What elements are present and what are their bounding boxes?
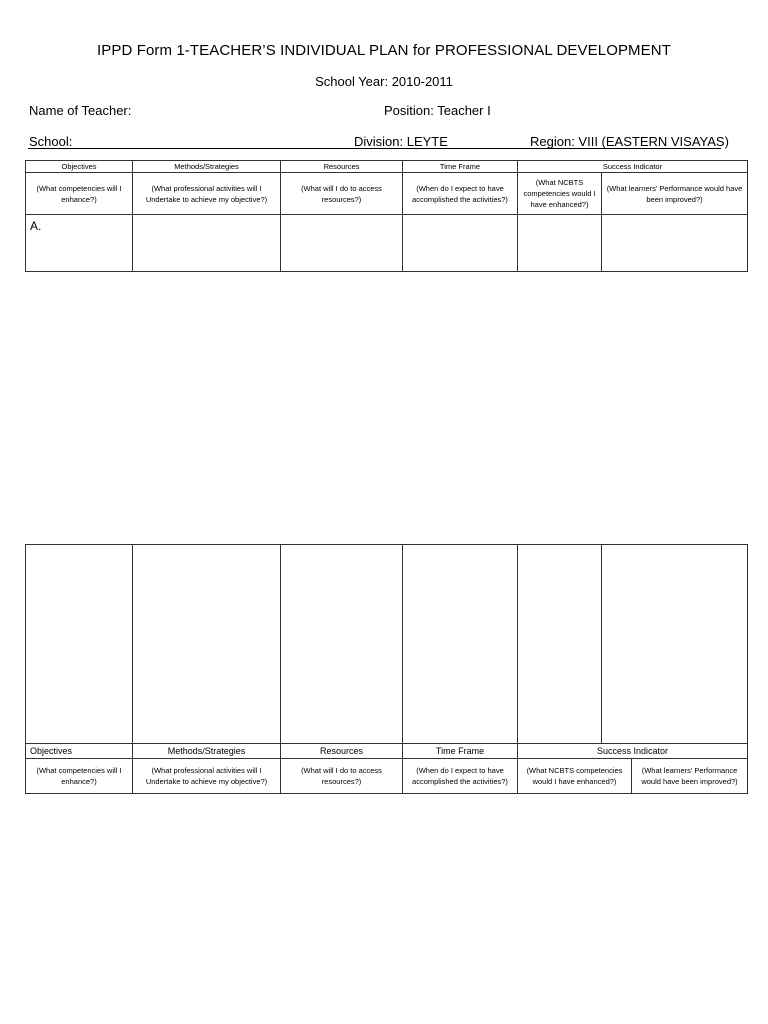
header-underline <box>28 148 721 149</box>
division-label: Division: LEYTE <box>354 134 448 149</box>
header-time-frame: Time Frame <box>403 744 518 759</box>
question-resources: (What will I do to access resources?) <box>281 173 403 215</box>
header-resources: Resources <box>281 744 403 759</box>
question-ncbts: (What NCBTS competencies would I have enhanced?) <box>518 173 602 215</box>
question-objectives: (What competencies will I enhance?) <box>26 759 133 794</box>
blank-objectives-cell[interactable] <box>26 545 133 744</box>
question-methods: (What professional activities will I Undertake to achieve my objective?) <box>133 759 281 794</box>
school-year: School Year: 2010-2011 <box>315 74 453 89</box>
form-title: IPPD Form 1-TEACHER’S INDIVIDUAL PLAN for PROFESSIONAL DEVELOPMENT <box>97 42 671 59</box>
name-of-teacher-label: Name of Teacher: <box>29 103 132 118</box>
header-objectives: Objectives <box>26 161 133 173</box>
blank-learners-cell[interactable] <box>602 545 748 744</box>
blank-ncbts-cell[interactable] <box>518 545 602 744</box>
blank-time-frame-cell[interactable] <box>403 545 518 744</box>
entry-time-frame-cell[interactable] <box>403 215 518 272</box>
plan-table-bottom <box>25 544 748 794</box>
question-ncbts: (What NCBTS competencies would I have enhanced?) <box>518 759 632 794</box>
question-learners: (What learners’ Performance would have been improved?) <box>602 173 748 215</box>
entry-ncbts-cell[interactable] <box>518 215 602 272</box>
question-time-frame: (When do I expect to have accomplished the activities?) <box>403 173 518 215</box>
header-methods-strategies: Methods/Strategies <box>133 161 281 173</box>
question-methods: (What professional activities will I Undertake to achieve my objective?) <box>133 173 281 215</box>
school-label: School: <box>29 134 73 149</box>
header-methods-strategies: Methods/Strategies <box>133 744 281 759</box>
blank-methods-cell[interactable] <box>133 545 281 744</box>
entry-learners-cell[interactable] <box>602 215 748 272</box>
header-objectives: Objectives <box>26 744 133 759</box>
position-label: Position: Teacher I <box>384 103 491 118</box>
region-label: Region: VIII (EASTERN VISAYAS) <box>530 134 729 149</box>
header-time-frame: Time Frame <box>403 161 518 173</box>
entry-row-label[interactable]: A. <box>26 215 133 272</box>
header-success-indicator: Success Indicator <box>518 161 748 173</box>
question-resources: (What will I do to access resources?) <box>281 759 403 794</box>
plan-table-top <box>25 160 748 272</box>
blank-resources-cell[interactable] <box>281 545 403 744</box>
question-time-frame: (When do I expect to have accomplished the activities?) <box>403 759 518 794</box>
entry-methods-cell[interactable] <box>133 215 281 272</box>
entry-resources-cell[interactable] <box>281 215 403 272</box>
question-objectives: (What competencies will I enhance?) <box>26 173 133 215</box>
question-learners: (What learners’ Performance would have been improved?) <box>632 759 748 794</box>
header-success-indicator: Success Indicator <box>518 744 748 759</box>
header-resources: Resources <box>281 161 403 173</box>
